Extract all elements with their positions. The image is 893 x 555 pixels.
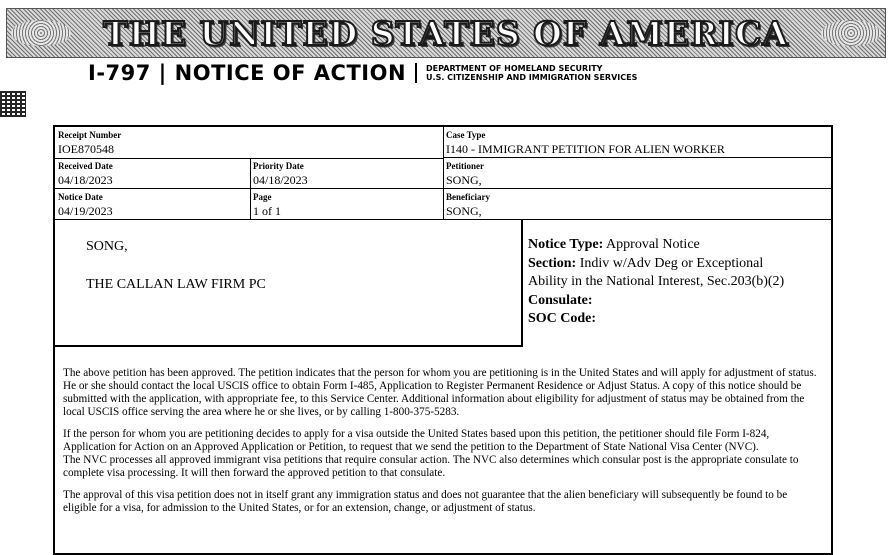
page-label: Page <box>253 192 272 202</box>
notice-form <box>53 125 833 555</box>
receipt-number-cell <box>55 127 443 158</box>
case-type-value: I140 - IMMIGRANT PETITION FOR ALIEN WORKER <box>446 142 725 156</box>
banner <box>6 8 886 58</box>
form-header <box>88 60 637 86</box>
barcode-icon <box>0 91 26 117</box>
notice-date-label: Notice Date <box>58 192 103 202</box>
section-value-line-2: Ability in the National Interest, Sec.203(b)(2) <box>528 274 785 289</box>
address-block <box>55 220 523 347</box>
notice-summary <box>528 236 784 329</box>
paragraph-approval: The above petition has been approved. The petition indicates that the person for whom you are petitioning is in the United States and will apply for adjustment of status. He or she should contact the local USCIS office to obtain Form I-485, Application to Register Permanent Residence or Adjust Status. A copy of this notice should be submitted with the application, with appropriate fee, to this Service Center. Additional information about eligibility for adjustment of status may be obtained from the local USCIS office serving the area where he or she lives, or by calling 1-800-375-5283. <box>63 367 817 418</box>
law-firm-name: THE CALLAN LAW FIRM PC <box>86 277 266 292</box>
section-label: Section: <box>528 255 577 271</box>
priority-date-label: Priority Date <box>253 161 304 171</box>
receipt-number-value: IOE870548 <box>58 142 114 156</box>
received-date-value: 04/18/2023 <box>58 173 113 187</box>
case-type-label: Case Type <box>446 130 486 140</box>
petitioner-label: Petitioner <box>446 161 484 171</box>
page-value: 1 of 1 <box>253 204 281 218</box>
received-date-cell <box>55 158 250 189</box>
consulate-row <box>528 292 784 311</box>
section-value-line-1: Indiv w/Adv Deg or Exceptional <box>579 255 764 271</box>
addressee-name: SONG, <box>86 239 128 254</box>
form-title: I-797 | NOTICE OF ACTION <box>88 61 407 85</box>
notice-type-row <box>528 236 784 255</box>
beneficiary-label: Beneficiary <box>446 192 490 202</box>
priority-date-value: 04/18/2023 <box>253 173 308 187</box>
beneficiary-value: SONG, <box>446 204 482 218</box>
notice-type-label: Notice Type: <box>528 237 604 252</box>
receipt-number-label: Receipt Number <box>58 130 122 140</box>
petitioner-value: SONG, <box>446 173 482 187</box>
priority-date-cell <box>250 158 443 189</box>
soc-code-label: SOC Code: <box>528 311 597 326</box>
paragraph-disclaimer: The approval of this visa petition does not in itself grant any immigration status and does not guarantee that the alien beneficiary will subsequently be found to be eligible for a visa, for admission to the United States, or for an extension, change, or adjustment of status. <box>63 489 788 514</box>
page-cell <box>250 189 443 220</box>
paragraph-nvc: The NVC processes all approved immigrant visa petitions that require consular action. The NVC also determines which consular post is the appropriate consulate to complete visa processing. It will then forward the approved petition to that consulate. <box>63 454 799 479</box>
notice-body <box>63 367 823 524</box>
agency-line-2: U.S. CITIZENSHIP AND IMMIGRATION SERVICES <box>426 73 638 82</box>
petitioner-cell <box>443 158 831 189</box>
agency-name <box>426 64 637 82</box>
received-date-label: Received Date <box>58 161 113 171</box>
agency-line-1: DEPARTMENT OF HOMELAND SECURITY <box>426 64 603 73</box>
consulate-label: Consulate: <box>528 292 593 308</box>
soc-code-row <box>528 310 784 329</box>
case-type-cell <box>443 127 831 158</box>
banner-title: THE UNITED STATES OF AMERICA <box>103 14 789 53</box>
paragraph-visa-outside: If the person for whom you are petitioning decides to apply for a visa outside the United States based upon this petition, the petitioner should file Form I-824, Application for Action on an Approved Application or Petition, to request that we send the petition to the Department of State National Visa Center (NVC). <box>63 428 770 453</box>
header-divider <box>415 63 417 83</box>
notice-type-value: Approval Notice <box>606 237 700 252</box>
section-row <box>528 255 784 274</box>
beneficiary-cell <box>443 189 831 220</box>
notice-date-value: 04/19/2023 <box>58 204 113 218</box>
notice-date-cell <box>55 189 250 220</box>
